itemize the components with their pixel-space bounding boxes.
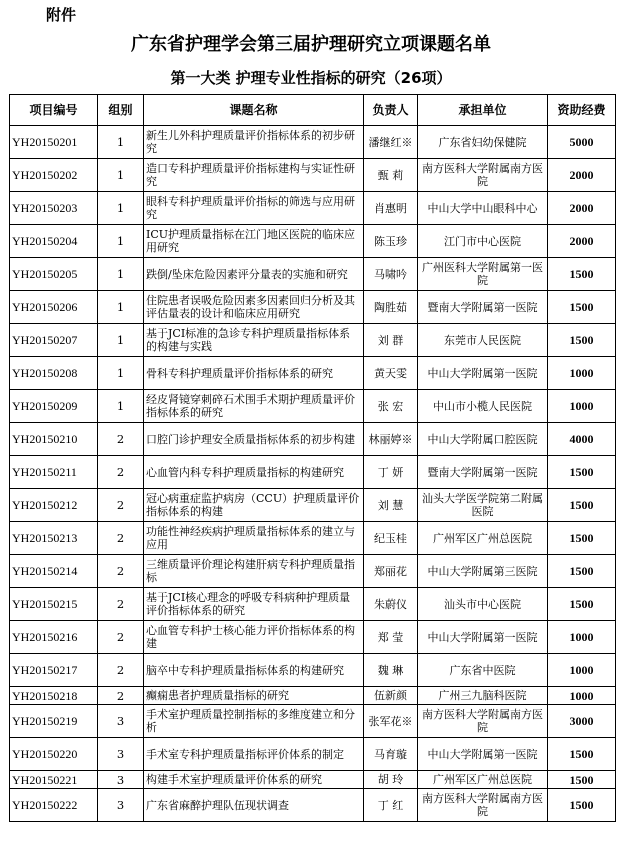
funding-cell: 1500 [548, 555, 616, 588]
table-row [10, 258, 616, 291]
funding-cell: 3000 [548, 705, 616, 738]
table-row [10, 789, 616, 822]
leader-cell: 陶胜茹 [364, 291, 418, 324]
project-code-cell: YH20150215 [10, 588, 98, 621]
topic-name-cell: 基于JCI核心理念的呼吸专科病种护理质量评价指标体系的研究 [144, 588, 364, 621]
header-topic-name: 课题名称 [144, 95, 364, 126]
unit-cell: 江门市中心医院 [418, 225, 548, 258]
topic-name-cell: 口腔门诊护理安全质量指标体系的初步构建 [144, 423, 364, 456]
group-cell: 1 [98, 159, 144, 192]
funding-cell: 2000 [548, 159, 616, 192]
leader-cell: 肖惠明 [364, 192, 418, 225]
funding-cell: 1000 [548, 390, 616, 423]
group-cell: 2 [98, 687, 144, 705]
topic-name-cell: 眼科专科护理质量评价指标的筛选与应用研究 [144, 192, 364, 225]
topic-name-cell: 心血管内科专科护理质量指标的构建研究 [144, 456, 364, 489]
leader-cell: 甄 莉 [364, 159, 418, 192]
table-row [10, 621, 616, 654]
table-row [10, 489, 616, 522]
unit-cell: 广州军区广州总医院 [418, 771, 548, 789]
table-row [10, 705, 616, 738]
unit-cell: 中山市小榄人民医院 [418, 390, 548, 423]
unit-cell: 中山大学附属第三医院 [418, 555, 548, 588]
leader-cell: 马啸吟 [364, 258, 418, 291]
project-table [9, 94, 616, 822]
funding-cell: 1500 [548, 588, 616, 621]
group-cell: 1 [98, 324, 144, 357]
leader-cell: 刘 慧 [364, 489, 418, 522]
group-cell: 2 [98, 555, 144, 588]
section-title: 第一大类 护理专业性指标的研究（26项） [170, 69, 452, 87]
leader-cell: 魏 琳 [364, 654, 418, 687]
unit-cell: 广东省妇幼保健院 [418, 126, 548, 159]
table-row [10, 588, 616, 621]
project-code-cell: YH20150220 [10, 738, 98, 771]
leader-cell: 伍新颜 [364, 687, 418, 705]
project-code-cell: YH20150202 [10, 159, 98, 192]
funding-cell: 5000 [548, 126, 616, 159]
topic-name-cell: 癫痫患者护理质量指标的研究 [144, 687, 364, 705]
project-code-cell: YH20150210 [10, 423, 98, 456]
funding-cell: 1500 [548, 291, 616, 324]
topic-name-cell: ICU护理质量指标在江门地区医院的临床应用研究 [144, 225, 364, 258]
group-cell: 1 [98, 291, 144, 324]
funding-cell: 1000 [548, 687, 616, 705]
topic-name-cell: 脑卒中专科护理质量指标体系的构建研究 [144, 654, 364, 687]
attachment-label: 附件 [46, 6, 77, 24]
project-code-cell: YH20150222 [10, 789, 98, 822]
group-cell: 1 [98, 258, 144, 291]
project-code-cell: YH20150217 [10, 654, 98, 687]
group-cell: 2 [98, 522, 144, 555]
document-title: 广东省护理学会第三届护理研究立项课题名单 [131, 34, 491, 55]
project-code-cell: YH20150214 [10, 555, 98, 588]
table-row [10, 225, 616, 258]
leader-cell: 丁 妍 [364, 456, 418, 489]
funding-cell: 1500 [548, 324, 616, 357]
topic-name-cell: 功能性神经疾病护理质量指标体系的建立与应用 [144, 522, 364, 555]
unit-cell: 东莞市人民医院 [418, 324, 548, 357]
funding-cell: 1500 [548, 522, 616, 555]
topic-name-cell: 住院患者误吸危险因素多因素回归分析及其评估量表的设计和临床应用研究 [144, 291, 364, 324]
topic-name-cell: 广东省麻醉护理队伍现状调查 [144, 789, 364, 822]
table-row [10, 423, 616, 456]
unit-cell: 广州军区广州总医院 [418, 522, 548, 555]
group-cell: 1 [98, 390, 144, 423]
project-code-cell: YH20150201 [10, 126, 98, 159]
unit-cell: 暨南大学附属第一医院 [418, 291, 548, 324]
funding-cell: 1000 [548, 654, 616, 687]
unit-cell: 广州医科大学附属第一医院 [418, 258, 548, 291]
topic-name-cell: 心血管专科护士核心能力评价指标体系的构建 [144, 621, 364, 654]
topic-name-cell: 造口专科护理质量评价指标建构与实证性研究 [144, 159, 364, 192]
header-group: 组别 [98, 95, 144, 126]
leader-cell: 马育璇 [364, 738, 418, 771]
funding-cell: 1000 [548, 357, 616, 390]
unit-cell: 暨南大学附属第一医院 [418, 456, 548, 489]
topic-name-cell: 手术室护理质量控制指标的多维度建立和分析 [144, 705, 364, 738]
funding-cell: 2000 [548, 192, 616, 225]
table-row [10, 555, 616, 588]
leader-cell: 郑丽花 [364, 555, 418, 588]
project-code-cell: YH20150203 [10, 192, 98, 225]
table-row [10, 456, 616, 489]
funding-cell: 1500 [548, 489, 616, 522]
leader-cell: 胡 玲 [364, 771, 418, 789]
group-cell: 2 [98, 423, 144, 456]
topic-name-cell: 新生儿外科护理质量评价指标体系的初步研究 [144, 126, 364, 159]
funding-cell: 1500 [548, 789, 616, 822]
leader-cell: 郑 莹 [364, 621, 418, 654]
topic-name-cell: 经皮肾镜穿刺碎石术围手术期护理质量评价指标体系的研究 [144, 390, 364, 423]
funding-cell: 4000 [548, 423, 616, 456]
header-funding: 资助经费 [548, 95, 616, 126]
topic-name-cell: 手术室专科护理质量指标评价体系的制定 [144, 738, 364, 771]
table-row [10, 324, 616, 357]
leader-cell: 黄天雯 [364, 357, 418, 390]
leader-cell: 林丽婷※ [364, 423, 418, 456]
leader-cell: 陈玉珍 [364, 225, 418, 258]
topic-name-cell: 构建手术室护理质量评价体系的研究 [144, 771, 364, 789]
unit-cell: 中山大学附属第一医院 [418, 738, 548, 771]
group-cell: 1 [98, 357, 144, 390]
topic-name-cell: 骨科专科护理质量评价指标体系的研究 [144, 357, 364, 390]
group-cell: 3 [98, 738, 144, 771]
project-code-cell: YH20150221 [10, 771, 98, 789]
topic-name-cell: 跌倒/坠床危险因素评分量表的实施和研究 [144, 258, 364, 291]
funding-cell: 1500 [548, 258, 616, 291]
project-code-cell: YH20150219 [10, 705, 98, 738]
project-code-cell: YH20150208 [10, 357, 98, 390]
group-cell: 2 [98, 654, 144, 687]
table-row [10, 738, 616, 771]
unit-cell: 中山大学附属第一医院 [418, 357, 548, 390]
unit-cell: 广东省中医院 [418, 654, 548, 687]
unit-cell: 中山大学附属第一医院 [418, 621, 548, 654]
project-code-cell: YH20150213 [10, 522, 98, 555]
project-code-cell: YH20150206 [10, 291, 98, 324]
table-row [10, 771, 616, 789]
topic-name-cell: 三维质量评价理论构建肝病专科护理质量指标 [144, 555, 364, 588]
funding-cell: 1500 [548, 738, 616, 771]
table-header-row [10, 95, 616, 126]
project-code-cell: YH20150209 [10, 390, 98, 423]
funding-cell: 1500 [548, 771, 616, 789]
group-cell: 3 [98, 705, 144, 738]
header-leader: 负责人 [364, 95, 418, 126]
table-row [10, 159, 616, 192]
header-unit: 承担单位 [418, 95, 548, 126]
header-project-code: 项目编号 [10, 95, 98, 126]
project-code-cell: YH20150204 [10, 225, 98, 258]
leader-cell: 张 宏 [364, 390, 418, 423]
group-cell: 2 [98, 621, 144, 654]
funding-cell: 1000 [548, 621, 616, 654]
leader-cell: 张军花※ [364, 705, 418, 738]
leader-cell: 刘 群 [364, 324, 418, 357]
group-cell: 2 [98, 588, 144, 621]
unit-cell: 中山大学中山眼科中心 [418, 192, 548, 225]
group-cell: 1 [98, 126, 144, 159]
table-row [10, 654, 616, 687]
group-cell: 1 [98, 192, 144, 225]
funding-cell: 1500 [548, 456, 616, 489]
unit-cell: 汕头市中心医院 [418, 588, 548, 621]
group-cell: 3 [98, 771, 144, 789]
project-code-cell: YH20150216 [10, 621, 98, 654]
table-row [10, 522, 616, 555]
project-code-cell: YH20150212 [10, 489, 98, 522]
project-code-cell: YH20150205 [10, 258, 98, 291]
unit-cell: 南方医科大学附属南方医院 [418, 789, 548, 822]
group-cell: 2 [98, 456, 144, 489]
project-code-cell: YH20150218 [10, 687, 98, 705]
table-row [10, 687, 616, 705]
table-row [10, 291, 616, 324]
group-cell: 1 [98, 225, 144, 258]
unit-cell: 南方医科大学附属南方医院 [418, 705, 548, 738]
topic-name-cell: 冠心病重症监护病房（CCU）护理质量评价指标体系的构建 [144, 489, 364, 522]
group-cell: 2 [98, 489, 144, 522]
unit-cell: 中山大学附属口腔医院 [418, 423, 548, 456]
table-row [10, 357, 616, 390]
leader-cell: 朱蔚仪 [364, 588, 418, 621]
leader-cell: 潘继红※ [364, 126, 418, 159]
project-code-cell: YH20150211 [10, 456, 98, 489]
leader-cell: 纪玉桂 [364, 522, 418, 555]
table-row [10, 192, 616, 225]
project-code-cell: YH20150207 [10, 324, 98, 357]
unit-cell: 汕头大学医学院第二附属医院 [418, 489, 548, 522]
leader-cell: 丁 红 [364, 789, 418, 822]
unit-cell: 南方医科大学附属南方医院 [418, 159, 548, 192]
funding-cell: 2000 [548, 225, 616, 258]
group-cell: 3 [98, 789, 144, 822]
topic-name-cell: 基于JCI标准的急诊专科护理质量指标体系的构建与实践 [144, 324, 364, 357]
unit-cell: 广州三九脑科医院 [418, 687, 548, 705]
table-row [10, 390, 616, 423]
table-row [10, 126, 616, 159]
